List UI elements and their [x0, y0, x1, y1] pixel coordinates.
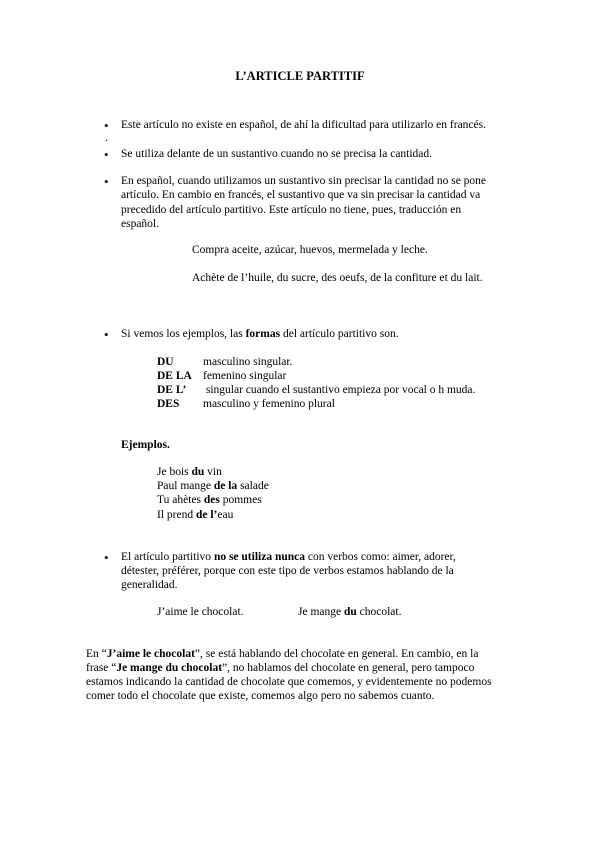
example-french: Achète de l’huile, du sucre, des oeufs, de la confiture et du lait. [192, 272, 483, 284]
chocolate-example-2-post: chocolat. [356, 606, 402, 618]
example-article: de l’ [195, 509, 218, 521]
example-pre: Il prend [157, 509, 196, 521]
final-line-1 [86, 647, 478, 662]
chocolate-example-2-bold: du [343, 606, 357, 618]
form-desc: femenino singular [203, 370, 287, 382]
form-desc: singular cuando el sustantivo empieza por vocal o h muda. [203, 384, 476, 396]
bullet-3-line-2: artículo. En cambio en francés, el sustantivo que va sin precisar la cantidad va [121, 189, 481, 201]
bullet-5-line-1 [121, 550, 456, 565]
example-line [157, 479, 269, 494]
examples-heading: Ejemplos. [121, 439, 170, 451]
example-post: vin [204, 466, 222, 478]
example-line [157, 508, 233, 523]
bullet-icon: • [104, 550, 109, 565]
page-title: L’ARTICLE PARTITIF [235, 69, 365, 83]
bullet-4-pre: Si vemos los ejemplos, las [121, 328, 246, 340]
bullet-4-bold: formas [245, 328, 281, 340]
chocolate-example-1: J’aime le chocolat. [157, 606, 244, 618]
form-row [157, 397, 335, 412]
example-line [157, 465, 222, 480]
final-l1-pre: En “ [86, 648, 107, 660]
bullet-5-line-3: generalidad. [121, 579, 178, 591]
bullet-icon: • [104, 327, 109, 342]
form-desc: masculino y femenino plural [203, 398, 335, 410]
final-l2-pre: frase “ [86, 662, 117, 674]
form-code: DU [157, 356, 174, 368]
example-article: de la [213, 480, 238, 492]
bullet-1-text: Este artículo no existe en español, de ahí la dificultad para utilizarlo en francés. [121, 119, 486, 131]
bullet-5-post: con verbos como: aimer, adorer, [305, 551, 456, 563]
chocolate-example-2-pre: Je mange [298, 606, 344, 618]
bullet-icon: • [104, 147, 109, 162]
example-post: pommes [219, 494, 262, 506]
bullet-icon: • [104, 174, 109, 189]
final-line-3: estamos indicando la cantidad de chocolate que comemos, y evidentemente no podemos [86, 676, 492, 688]
bullet-3-line-4: español. [121, 218, 160, 230]
form-row [157, 355, 292, 370]
example-pre: Paul mange [157, 480, 214, 492]
final-l2-bold: Je mange du chocolat [116, 662, 223, 674]
final-l1-post: ”, se está hablando del chocolate en general. En cambio, en la [194, 648, 479, 660]
bullet-5-bold: no se utiliza nunca [213, 551, 305, 563]
form-code: DES [157, 398, 180, 410]
example-pre: Tu ahètes [157, 494, 204, 506]
bullet-icon: • [104, 118, 109, 133]
final-line-2 [86, 661, 474, 676]
example-pre: Je bois [157, 466, 192, 478]
stray-dot: . [105, 130, 108, 144]
final-l1-bold: J’aime le chocolat [106, 648, 195, 660]
bullet-5-pre: El artículo partitivo [121, 551, 214, 563]
chocolate-example-2 [298, 605, 401, 620]
bullet-3-line-3: precedido del artículo partitivo. Este artículo no tiene, pues, traducción en [121, 204, 462, 216]
final-line-4: comer todo el chocolate que existe, comemos algo pero no sabemos cuanto. [86, 690, 435, 702]
example-spanish: Compra aceite, azúcar, huevos, mermelada y leche. [192, 244, 428, 256]
form-row [157, 369, 286, 384]
example-post: eau [217, 509, 234, 521]
final-l2-post: ”, no hablamos del chocolate en general, pero tampoco [222, 662, 475, 674]
form-desc: masculino singular. [203, 356, 293, 368]
form-code: DE LA [157, 370, 192, 382]
bullet-4-text [121, 327, 399, 342]
bullet-2-text: Se utiliza delante de un sustantivo cuando no se precisa la cantidad. [121, 148, 433, 160]
form-row [157, 383, 475, 398]
bullet-3-line-1: En español, cuando utilizamos un sustantivo sin precisar la cantidad no se pone [121, 175, 487, 187]
example-article: des [203, 494, 220, 506]
bullet-5-line-2: détester, préférer, porque con este tipo de verbos estamos hablando de la [121, 565, 454, 577]
example-line [157, 493, 262, 508]
example-post: salade [237, 480, 269, 492]
example-article: du [191, 466, 205, 478]
bullet-4-post: del artículo partitivo son. [280, 328, 399, 340]
form-code: DE L’ [157, 384, 187, 396]
